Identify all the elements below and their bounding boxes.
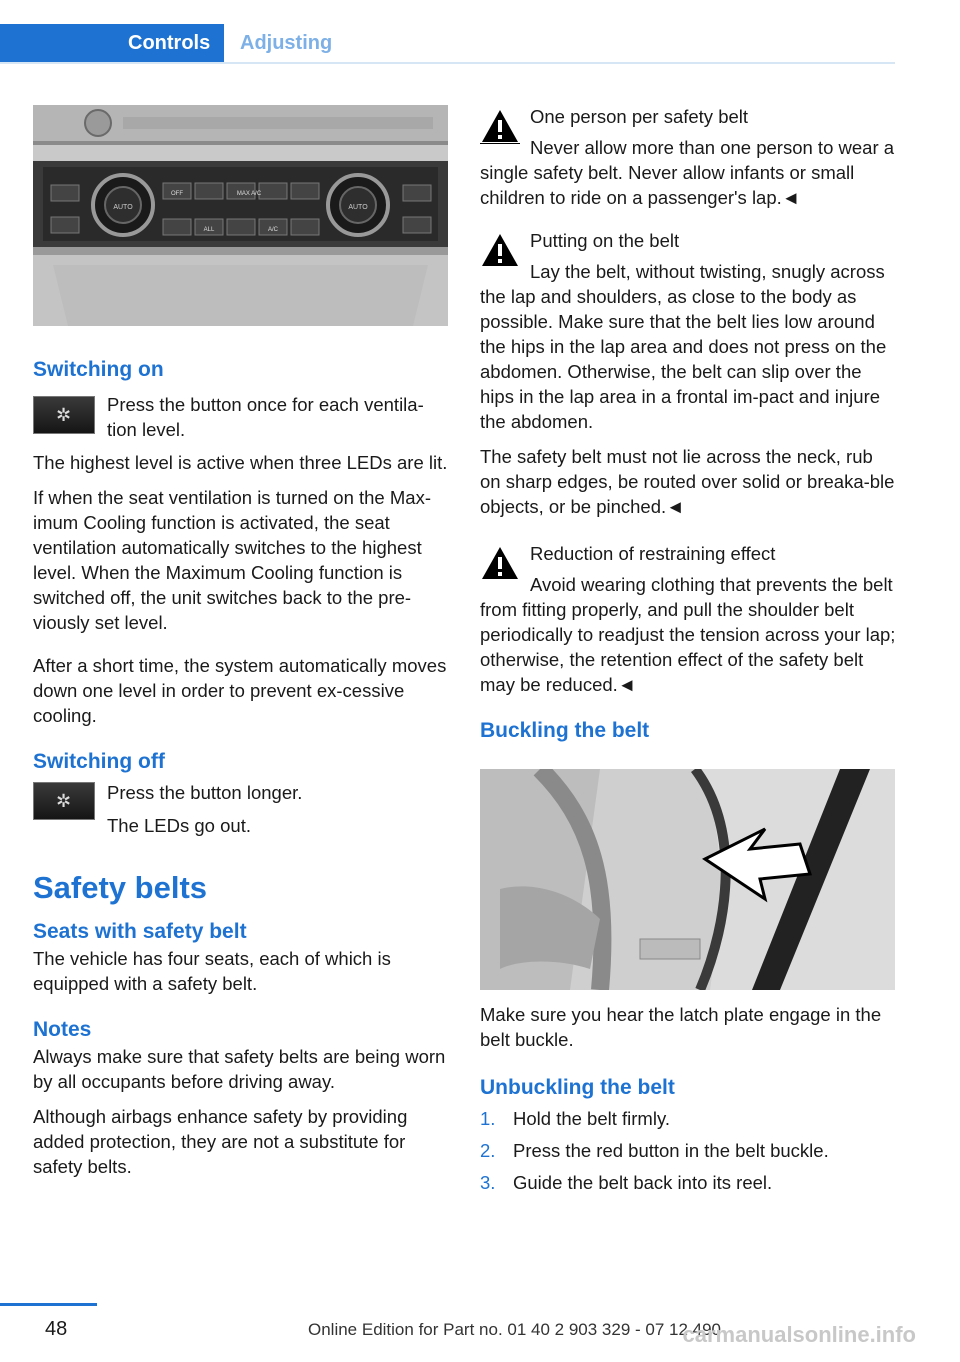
switching-on-p1: The highest level is active when three LEDs are lit. [33,452,448,473]
warning-putting-on [480,228,896,519]
warning-reduction [480,541,896,697]
warning-putting-on-body2: The safety belt must not lie across the neck, rub on sharp edges, be routed over solid or breaka‐ble objects, or be pinched.◄ [480,446,895,517]
notes-heading: Notes [33,1018,92,1041]
warning-putting-on-head: Putting on the belt [530,230,680,251]
switching-on-icon-text: Press the button once for each ventila‐tion level. [107,394,424,440]
right-column [480,104,896,745]
tab-adjusting[interactable]: Adjusting [240,32,333,54]
panel-label-max-ac: MAX A/C [236,191,262,197]
warning-reduction-head: Reduction of restraining effect [530,543,776,564]
seats-with-safety-belt-heading: Seats with safety belt [33,920,247,943]
step-text: Guide the belt back into its reel. [513,1172,773,1193]
left-column [33,356,449,1189]
warning-triangle-icon [480,232,520,268]
switching-on-p3: After a short time, the system automatically moves down one level in order to prevent ex‐cessive cooling. [33,655,447,726]
safety-belts-title: Safety belts [33,870,208,905]
switching-off-heading: Switching off [33,750,165,773]
warning-reduction-text: Avoid wearing clothing that prevents the belt from fitting properly, and pull the shoulder belt periodically to readjust the tension across your lap; otherwise, the retention effect of the safety belt may be reduced.◄ [480,574,896,695]
header-tabs [0,24,895,64]
step-number: 3. [480,1172,496,1193]
panel-label-auto-right: AUTO [348,204,368,211]
warning-putting-on-text: Lay the belt, without twisting, snugly across the lap and shoulders, as close to the body as possible. Make sure that the belt lies low around the hips in the lap area and does not press on the abdomen. Otherwise, the belt can slip over the hips in the lap area in a frontal im‐pact and injure the abdomen. [480,261,887,432]
warning-one-person-text: Never allow more than one person to wear a single safety belt. Never allow infants or small children to ride on a passenger's lap.◄ [480,137,895,208]
panel-label-ac: A/C [267,227,279,233]
buckling-belt-image [480,769,895,990]
list-item [480,1170,896,1195]
step-text: Press the red button in the belt buckle. [513,1140,829,1161]
seat-ventilation-button-icon-off: ✲ [33,782,95,820]
right-column-bottom [480,1002,896,1202]
panel-label-auto-left: AUTO [113,204,133,211]
buckling-heading: Buckling the belt [480,719,650,742]
list-item [480,1138,896,1163]
footer-rule [0,1303,97,1306]
switching-off-line1: Press the button longer. [107,782,303,803]
footer-edition: Online Edition for Part no. 01 40 2 903 329 - 07 12 490 [308,1320,722,1339]
warning-triangle-icon [480,108,520,144]
switching-on-p2: If when the seat ventilation is turned on the Max‐imum Cooling function is activated, the seat ventilation automatically switches to the highest level. When the Maximum Cooling function is switched off, the unit switches back to the pre‐viously set level. [33,487,431,633]
warning-triangle-icon [480,545,520,581]
panel-label-off: OFF [171,191,183,197]
warning-putting-on-body [480,259,896,434]
notes-p1: Always make sure that safety belts are being worn by all occupants before driving away. [33,1046,446,1092]
unbuckling-steps [480,1106,896,1195]
warning-one-person-body [480,135,896,210]
seat-ventilation-button-icon: ✲ [33,396,95,434]
unbuckling-heading: Unbuckling the belt [480,1076,675,1099]
switching-on-heading: Switching on [33,358,164,381]
page-number: 48 [45,1318,68,1340]
climate-panel-image [33,105,448,326]
step-number: 1. [480,1108,496,1129]
watermark: carmanualsonline.info [682,1322,916,1347]
list-item [480,1106,896,1131]
step-text: Hold the belt firmly. [513,1108,670,1129]
warning-one-person-head: One person per safety belt [530,106,749,127]
seats-text: The vehicle has four seats, each of which is equipped with a safety belt. [33,948,391,994]
switching-off-line2: The LEDs go out. [107,815,251,836]
warning-reduction-body [480,572,896,697]
warning-one-person [480,104,896,210]
step-number: 2. [480,1140,496,1161]
switching-off-icon-row [33,778,449,838]
buckling-text: Make sure you hear the latch plate engage in the belt buckle. [480,1004,882,1050]
switching-on-icon-row [33,392,449,442]
tab-controls[interactable]: Controls [0,24,224,62]
notes-p2: Although airbags enhance safety by providing added protection, they are not a substitute for safety belts. [33,1106,408,1177]
panel-label-all: ALL [203,227,215,233]
